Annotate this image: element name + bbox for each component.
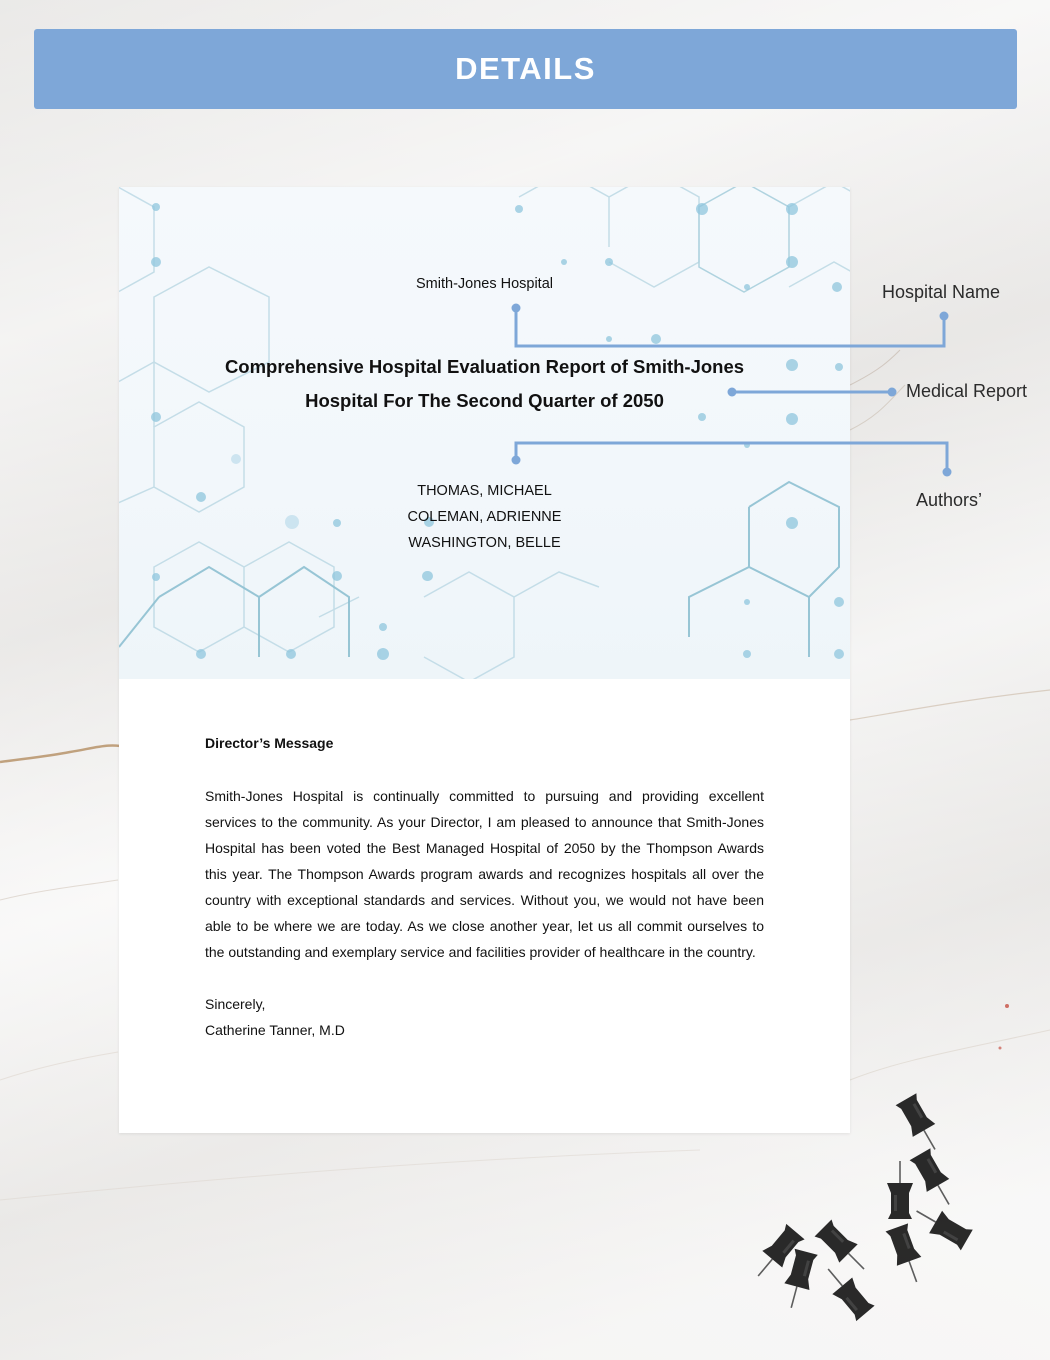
document-page <box>119 187 850 1133</box>
hospital-name: Smith-Jones Hospital <box>416 276 553 292</box>
author-name: COLEMAN, ADRIENNE <box>407 509 562 525</box>
directors-message-section <box>205 735 764 1043</box>
annotation-hospital-name: Hospital Name <box>882 282 1001 302</box>
cover-section <box>119 187 850 679</box>
author-name: THOMAS, MICHAEL <box>417 483 552 499</box>
report-title-line-1: Comprehensive Hospital Evaluation Report of Smith-Jones <box>224 356 745 377</box>
closing: Sincerely, <box>205 996 266 1012</box>
directors-message-heading: Director’s Message <box>205 735 334 751</box>
report-title-line-2: Hospital For The Second Quarter of 2050 <box>305 390 664 411</box>
author-name: WASHINGTON, BELLE <box>408 535 561 551</box>
details-header-bar <box>34 29 1017 109</box>
signature: Catherine Tanner, M.D <box>205 1022 345 1038</box>
directors-message-body: Smith-Jones Hospital is continually committed to pursuing and providing excellent services to the community. As your Director, I am pleased to announce that Smith-Jones Hospital has been voted the Best Managed Hospital of 2050 by the Thompson Awards this year. The Thompson Awards program awards and recognizes hospitals all over the country with exceptional standards and services. Without you, we would not have been able to be where we are today. As we close another year, let us all commit ourselves to the outstanding and exemplary service and facilities provider of healthcare in the country. <box>205 788 764 960</box>
annotation-medical-report: Medical Report <box>906 381 1028 401</box>
report-title <box>209 350 760 418</box>
annotation-authors: Authors’ <box>916 490 983 510</box>
sign-off <box>205 991 764 1043</box>
pushpins-icon <box>740 1090 1040 1330</box>
details-title: DETAILS <box>455 51 596 86</box>
hexagon-molecule-pattern <box>119 187 850 679</box>
authors-list <box>119 478 850 556</box>
